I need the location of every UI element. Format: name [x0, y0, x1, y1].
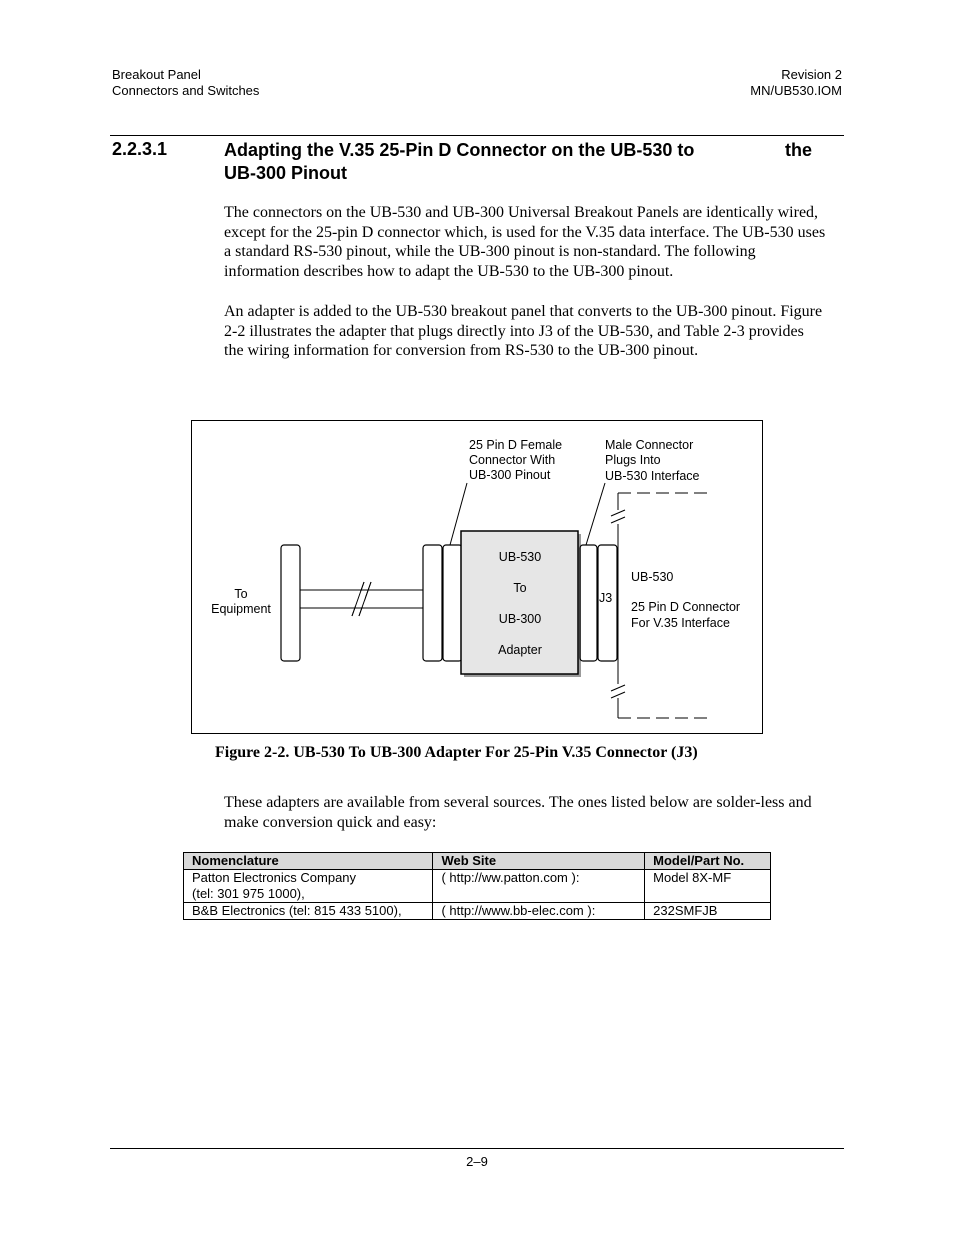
section-number: 2.2.3.1 [112, 139, 168, 159]
adapter-sources-table [183, 852, 771, 920]
label-to-equipment-2: Equipment [211, 602, 271, 616]
cell-web-site: ( http://www.bb-elec.com ): [433, 903, 645, 920]
table-row [184, 870, 771, 903]
header-subtitle: Connectors and Switches [112, 83, 260, 98]
label-adapter-1: UB-530 [498, 550, 542, 564]
leader-male [586, 483, 605, 545]
label-male-3: UB-530 Interface [605, 469, 700, 483]
cell-nomenclature [184, 870, 433, 903]
label-adapter-4: Adapter [498, 643, 542, 657]
male-connector-face [580, 545, 597, 661]
paragraph-adapter: An adapter is added to the UB-530 breakout panel that converts to the UB-300 pinout. Figure 2-2 illustrates the adapter that plugs directly into J3 of the UB-530, and Table 2-3 provides the wiring information for conversion from RS-530 to the UB-300 pinout. [224, 303, 823, 360]
table-header-row [184, 853, 771, 870]
footer-rule [110, 1148, 844, 1149]
column-header-model: Model/Part No. [645, 853, 771, 870]
header-revision: Revision 2 [781, 67, 842, 82]
section-title-the: the [785, 140, 812, 160]
cell-nomenclature: B&B Electronics (tel: 815 433 5100), [184, 903, 433, 920]
label-to-equipment-1: To [234, 587, 248, 601]
section-title-line2: UB-300 Pinout [224, 163, 348, 183]
cell-model: Model 8X-MF [645, 870, 771, 903]
label-male-2: Plugs Into [605, 453, 661, 467]
paragraph-intro: The connectors on the UB-530 and UB-300 Universal Breakout Panels are identically wired, except for the 25-pin D connector which, is used for the V.35 data interface. The UB-530 uses a standard RS-530 pinout, while the UB-300 pinout is non-standard. The following information describes how to adapt the UB-530 to the UB-300 pinout. [224, 204, 826, 280]
figure-caption: Figure 2-2. UB-530 To UB-300 Adapter For 25-Pin V.35 Connector (J3) [215, 744, 698, 761]
page-number: 2–9 [466, 1154, 488, 1169]
label-adapter-2: To [513, 581, 527, 595]
label-j3: J3 [599, 591, 613, 605]
column-header-nomenclature: Nomenclature [184, 853, 433, 870]
cell-model: 232SMFJB [645, 903, 771, 920]
label-panel-2: 25 Pin D Connector [631, 600, 741, 614]
label-panel-1: UB-530 [631, 570, 674, 584]
cell-nomenclature-line2: (tel: 301 975 1000), [192, 886, 305, 901]
cell-web-site: ( http://ww.patton.com ): [433, 870, 645, 903]
section-title-line1: Adapting the V.35 25-Pin D Connector on the UB-530 to [224, 140, 695, 160]
female-connector-face [443, 545, 462, 661]
label-adapter-3: UB-300 [498, 612, 542, 626]
cell-nomenclature-line1: Patton Electronics Company [192, 870, 357, 885]
column-header-web-site: Web Site [433, 853, 645, 870]
label-female-3: UB-300 Pinout [469, 468, 551, 482]
label-female-2: Connector With [469, 453, 556, 467]
header-title: Breakout Panel [112, 67, 201, 82]
label-male-1: Male Connector [605, 438, 694, 452]
header-doc-id: MN/UB530.IOM [750, 83, 842, 98]
equipment-connector [281, 545, 300, 661]
label-female-1: 25 Pin D Female [469, 438, 563, 452]
paragraph-sources: These adapters are available from several sources. The ones listed below are solder-less and make conversion quick and easy: [224, 794, 812, 831]
table-row [184, 903, 771, 920]
label-panel-3: For V.35 Interface [631, 616, 730, 630]
female-connector-shell [423, 545, 442, 661]
